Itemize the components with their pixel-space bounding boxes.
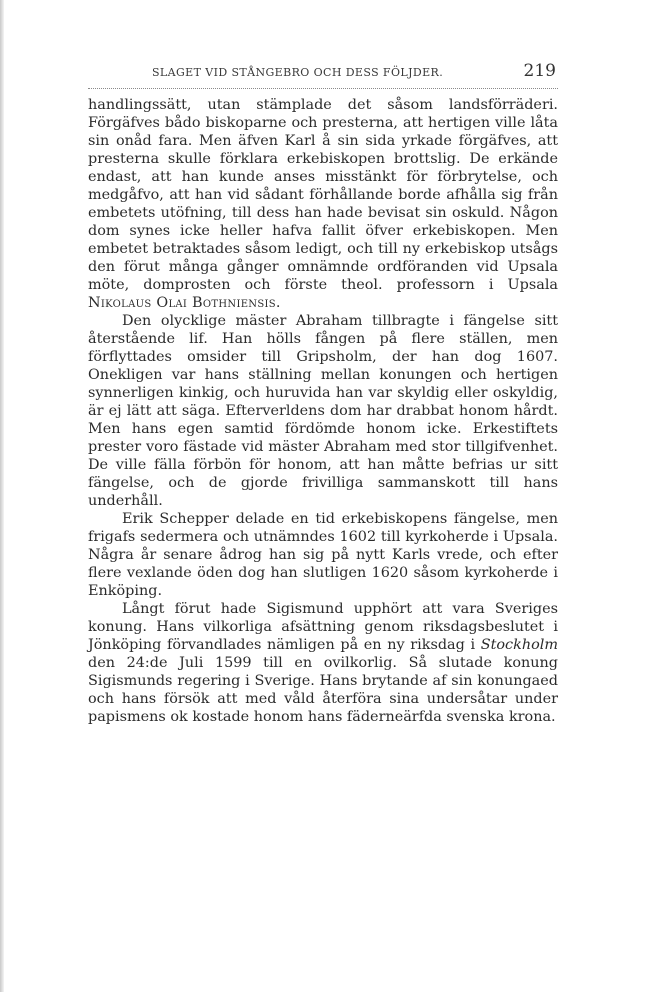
paragraph-4-text-b: den 24:de Juli 1599 till en ovilkorlig. Så slutade konung Sigismunds regering i Sverige. Hans brytande af sin konungaed och hans försök att med våld återföra sina undersåtar under papismens ok kostade honom hans fäderneärfda svenska krona. bbox=[88, 655, 558, 725]
paragraph-1 bbox=[88, 96, 558, 312]
body-text bbox=[88, 96, 558, 726]
header-rule bbox=[88, 88, 558, 89]
page-edge bbox=[0, 0, 4, 992]
paragraph-1-text-b: . bbox=[275, 295, 281, 311]
paragraph-2: Den olycklige mäster Abraham tillbragte i fängelse sitt återstående lif. Han hölls fången på flere ställen, men förflyttades omsider till Gripsholm, der han dog 1607. Onekligen var hans ställning mellan konungen och hertigen synnerligen kinkig, och huruvida han var skyldig eller oskyldig, är ej lätt att säga. Efterverldens dom har drabbat honom hårdt. Men hans egen samtid fördömde honom icke. Erkestiftets prester voro fästade vid mäster Abraham med stor tillgifvenhet. De ville fälla förbön för honom, att han måtte befrias ur sitt fängelse, och de gjorde frivilliga sammanskott till hans underhåll. bbox=[88, 313, 558, 509]
person-name: Nikolaus Olai Bothniensis bbox=[88, 295, 276, 311]
paragraph-1-text-a: handlingssätt, utan stämplade det såsom landsförräderi. Förgäfves bådo biskoparne och presterna, att hertigen ville låta sin onåd fara. Men äfven Karl å sin sida yrkade förgäfves, att presterna skulle förklara erkebiskopen brottslig. De erkände endast, att han kunde anses misstänkt för förbrytelse, och medgåfvo, att han vid sådant förhållande borde afhålla sig från embetets utöfning, till dess han hade bevisat sin oskuld. Någon dom synes icke heller hafva fallit öfver erkebiskopen. Men embetet betraktades såsom ledigt, och till ny erkebiskop utsågs den förut många gånger omnämnde ordföranden vid Upsala möte, domprosten och förste theol. professorn i Upsala bbox=[88, 97, 558, 293]
place-name: Stockholm bbox=[480, 637, 558, 653]
paragraph-4 bbox=[88, 600, 558, 726]
page-header bbox=[88, 58, 558, 88]
paragraph-3: Erik Schepper delade en tid erkebiskopens fängelse, men frigafs sedermera och utnämndes 1602 till kyrkoherde i Upsala. Några år senare ådrog han sig på nytt Karls vrede, och efter flere vexlande öden dog han slutligen 1620 såsom kyrkoherde i Enköping. bbox=[88, 511, 558, 599]
running-head: SLAGET VID STÅNGEBRO OCH DESS FÖLJDER. bbox=[152, 66, 444, 79]
page-number: 219 bbox=[523, 61, 556, 81]
paragraph-4-text-a: Långt förut hade Sigismund upphört att vara Sveriges konung. Hans vilkorliga afsättning genom riksdagsbeslutet i Jönköping förvandlades nämligen på en ny riksdag i bbox=[88, 601, 558, 653]
